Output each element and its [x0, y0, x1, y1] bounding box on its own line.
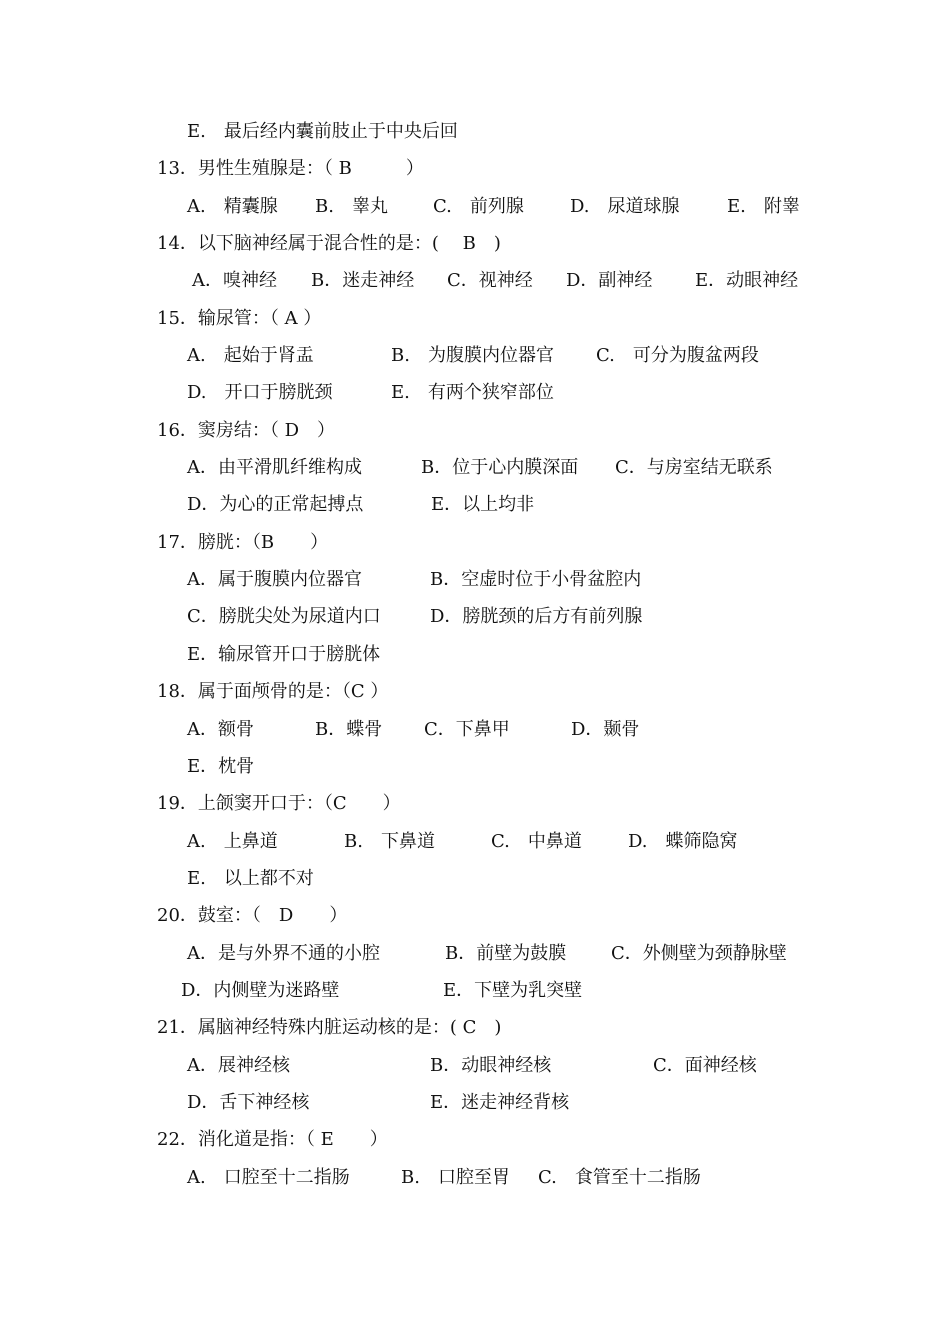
option-b: B. 口腔至胃: [401, 1167, 510, 1188]
option-c: C．下鼻甲: [424, 719, 510, 740]
q19-options-row1: [0, 827, 950, 857]
q18-options-row1: [0, 715, 950, 745]
q21-question: [0, 1013, 950, 1043]
option-c: C. 前列腺: [433, 196, 524, 217]
option-c: C. 中鼻道: [491, 831, 582, 852]
question-text: 18．属于面颅骨的是：（C ）: [157, 681, 389, 702]
q16-options-row1: [0, 453, 950, 483]
q20-options-row2: [0, 976, 950, 1006]
option-e: E．下壁为乳突壁: [443, 980, 583, 1001]
option-e: E. 以上都不对: [187, 868, 314, 889]
option-a: A. 上鼻道: [187, 831, 278, 852]
option-c: C．面神经核: [653, 1055, 757, 1076]
option-b: B．蝶骨: [315, 719, 383, 740]
q15-question: [0, 304, 950, 334]
question-text: 17．膀胱：（B ）: [157, 532, 329, 553]
option-a: A. 起始于肾盂: [187, 345, 314, 366]
q21-options-row2: [0, 1088, 950, 1118]
q20-question: [0, 901, 950, 931]
option-c: C. 食管至十二指肠: [538, 1167, 701, 1188]
option-a: A. 口腔至十二指肠: [187, 1167, 350, 1188]
option-a: A．展神经核: [187, 1055, 290, 1076]
option-d: D．舌下神经核: [187, 1092, 310, 1113]
option-d: D．颞骨: [571, 719, 640, 740]
option-d: D．内侧壁为迷路壁: [181, 980, 340, 1001]
question-text: 13．男性生殖腺是：（ B ）: [157, 158, 424, 179]
option-a: A．是与外界不通的小腔: [187, 943, 380, 964]
option-e: E. 附睾: [727, 196, 800, 217]
q15-options-row1: [0, 341, 950, 371]
option-d: D．膀胱颈的后方有前列腺: [430, 606, 643, 627]
option-d: D．为心的正常起搏点: [187, 494, 364, 515]
option-b: B．动眼神经核: [430, 1055, 552, 1076]
q16-question: [0, 416, 950, 446]
option-e: E．以上均非: [431, 494, 535, 515]
q13-question: [0, 154, 950, 184]
question-text: 21．属脑神经特殊内脏运动核的是：( C ): [157, 1017, 502, 1038]
q12-option-line: [0, 117, 950, 147]
q16-options-row2: [0, 490, 950, 520]
q14-question: [0, 229, 950, 259]
q22-question: [0, 1125, 950, 1155]
q18-options-row2: [0, 752, 950, 782]
option-d: D. 尿道球腺: [570, 196, 680, 217]
option-b: B．位于心内膜深面: [421, 457, 579, 478]
option-e: E．枕骨: [187, 756, 255, 777]
option-a: A．由平滑肌纤维构成: [187, 457, 362, 478]
option-d: D. 蝶筛隐窝: [628, 831, 738, 852]
question-text: 15．输尿管：（ A ）: [157, 308, 322, 329]
question-text: 16．窦房结：（ D ）: [157, 420, 336, 441]
q17-question: [0, 528, 950, 558]
q17-options-row3: [0, 640, 950, 670]
option-b: B. 为腹膜内位器官: [391, 345, 554, 366]
option-e: E. 有两个狭窄部位: [391, 382, 554, 403]
option-a: A．嗅神经: [192, 270, 277, 291]
option-b: B. 睾丸: [315, 196, 388, 217]
option-b: B．前壁为鼓膜: [445, 943, 567, 964]
question-text: 14．以下脑神经属于混合性的是：( B ): [157, 233, 501, 254]
q19-options-row2: [0, 864, 950, 894]
q19-question: [0, 789, 950, 819]
option-c: C．膀胱尖处为尿道内口: [187, 606, 381, 627]
option-a: A. 精囊腺: [187, 196, 278, 217]
option-e: E. 最后经内囊前肢止于中央后回: [187, 121, 458, 142]
question-text: 22．消化道是指：（ E ）: [157, 1129, 388, 1150]
option-c: C．视神经: [447, 270, 533, 291]
q21-options-row1: [0, 1051, 950, 1081]
option-c: C. 可分为腹盆两段: [596, 345, 759, 366]
option-b: B. 下鼻道: [344, 831, 435, 852]
option-a: A．额骨: [187, 719, 254, 740]
q17-options-row2: [0, 602, 950, 632]
option-e: E．输尿管开口于膀胱体: [187, 644, 381, 665]
question-text: 19．上颌窦开口于：（C ）: [157, 793, 401, 814]
option-d: D. 开口于膀胱颈: [187, 382, 333, 403]
option-e: E．动眼神经: [695, 270, 799, 291]
q22-options-row1: [0, 1163, 950, 1193]
q15-options-row2: [0, 378, 950, 408]
option-c: C．与房室结无联系: [615, 457, 773, 478]
q20-options-row1: [0, 939, 950, 969]
q17-options-row1: [0, 565, 950, 595]
q13-options: [0, 192, 950, 222]
option-e: E．迷走神经背核: [430, 1092, 570, 1113]
q18-question: [0, 677, 950, 707]
option-c: C．外侧壁为颈静脉壁: [611, 943, 787, 964]
option-b: B．空虚时位于小骨盆腔内: [430, 569, 642, 590]
option-a: A．属于腹膜内位器官: [187, 569, 362, 590]
question-text: 20．鼓室：（ D ）: [157, 905, 348, 926]
option-d: D．副神经: [566, 270, 653, 291]
q14-options: [0, 266, 950, 296]
option-b: B．迷走神经: [311, 270, 415, 291]
